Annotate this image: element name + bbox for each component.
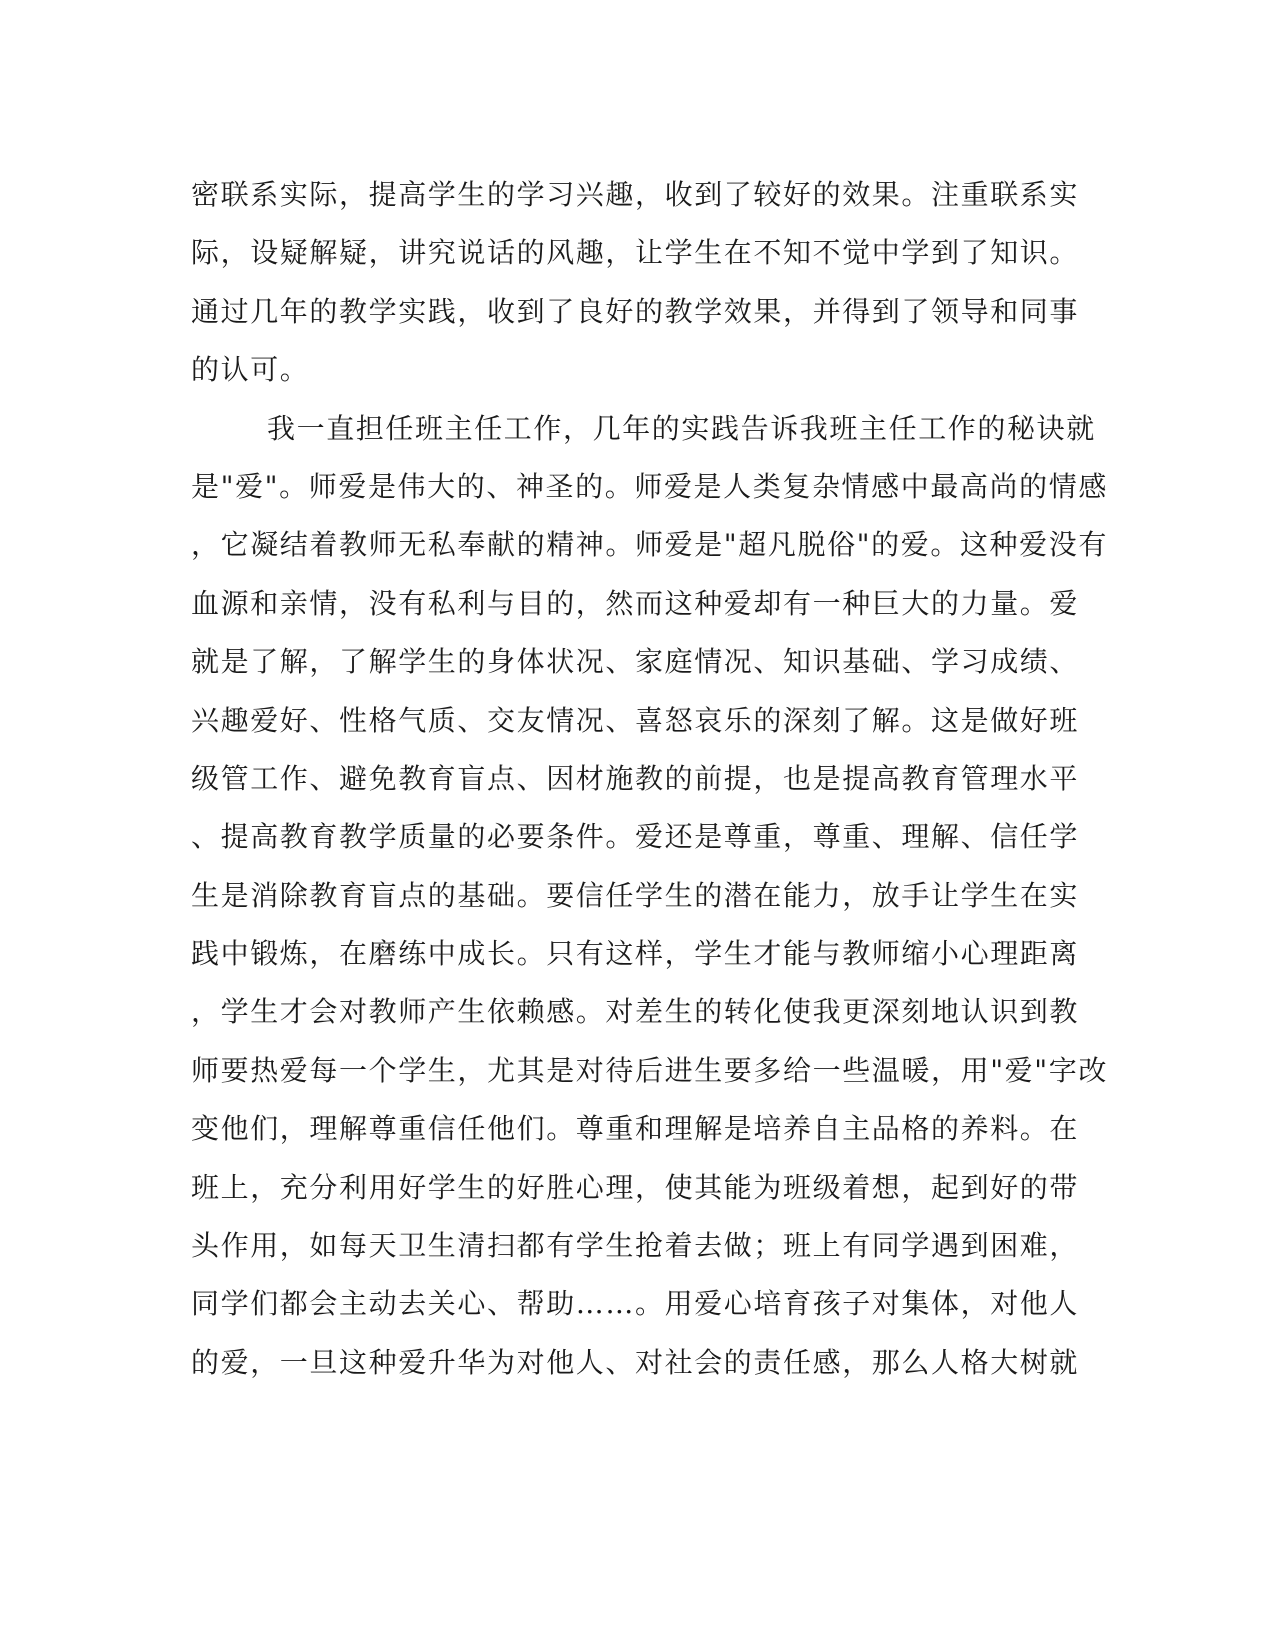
- text-line: 就是了解，了解学生的身体状况、家庭情况、知识基础、学习成绩、: [191, 645, 1080, 679]
- text-line: 的爱，一旦这种爱升华为对他人、对社会的责任感，那么人格大树就: [191, 1345, 1080, 1379]
- paragraph-first-line: 我一直担任班主任工作，几年的实践告诉我班主任工作的秘诀就: [267, 411, 1096, 445]
- text-line: 头作用，如每天卫生清扫都有学生抢着去做；班上有同学遇到困难，: [191, 1229, 1080, 1263]
- text-line: 的认可。: [191, 353, 310, 387]
- body-text: [191, 166, 1108, 1392]
- text-line: ，它凝结着教师无私奉献的精神。师爱是"超凡脱俗"的爱。这种爱没有: [191, 528, 1108, 562]
- text-line: 班上，充分利用好学生的好胜心理，使其能为班级着想，起到好的带: [191, 1170, 1080, 1204]
- text-line: 级管工作、避免教育盲点、因材施教的前提，也是提高教育管理水平: [191, 761, 1080, 795]
- text-line: 兴趣爱好、性格气质、交友情况、喜怒哀乐的深刻了解。这是做好班: [191, 703, 1080, 737]
- text-line: 密联系实际，提高学生的学习兴趣，收到了较好的效果。注重联系实: [191, 178, 1080, 211]
- text-line: 际，设疑解疑，讲究说话的风趣，让学生在不知不觉中学到了知识。: [191, 236, 1080, 270]
- text-line: 践中锻炼，在磨练中成长。只有这样，学生才能与教师缩小心理距离: [191, 937, 1080, 971]
- text-line: 同学们都会主动去关心、帮助……。用爱心培育孩子对集体，对他人: [191, 1287, 1080, 1321]
- text-line: 是"爱"。师爱是伟大的、神圣的。师爱是人类复杂情感中最高尚的情感: [191, 469, 1108, 503]
- text-line: 通过几年的教学实践，收到了良好的教学效果，并得到了领导和同事: [191, 294, 1080, 328]
- text-line: 师要热爱每一个学生，尤其是对待后进生要多给一些温暖，用"爱"字改: [191, 1053, 1108, 1087]
- text-line: 、提高教育教学质量的必要条件。爱还是尊重，尊重、理解、信任学: [191, 820, 1080, 854]
- text-line: 血源和亲情，没有私利与目的，然而这种爱却有一种巨大的力量。爱: [191, 586, 1080, 620]
- text-line: 生是消除教育盲点的基础。要信任学生的潜在能力，放手让学生在实: [191, 878, 1080, 912]
- text-line: 变他们，理解尊重信任他们。尊重和理解是培养自主品格的养料。在: [191, 1112, 1080, 1146]
- text-line: ，学生才会对教师产生依赖感。对差生的转化使我更深刻地认识到教: [191, 995, 1080, 1029]
